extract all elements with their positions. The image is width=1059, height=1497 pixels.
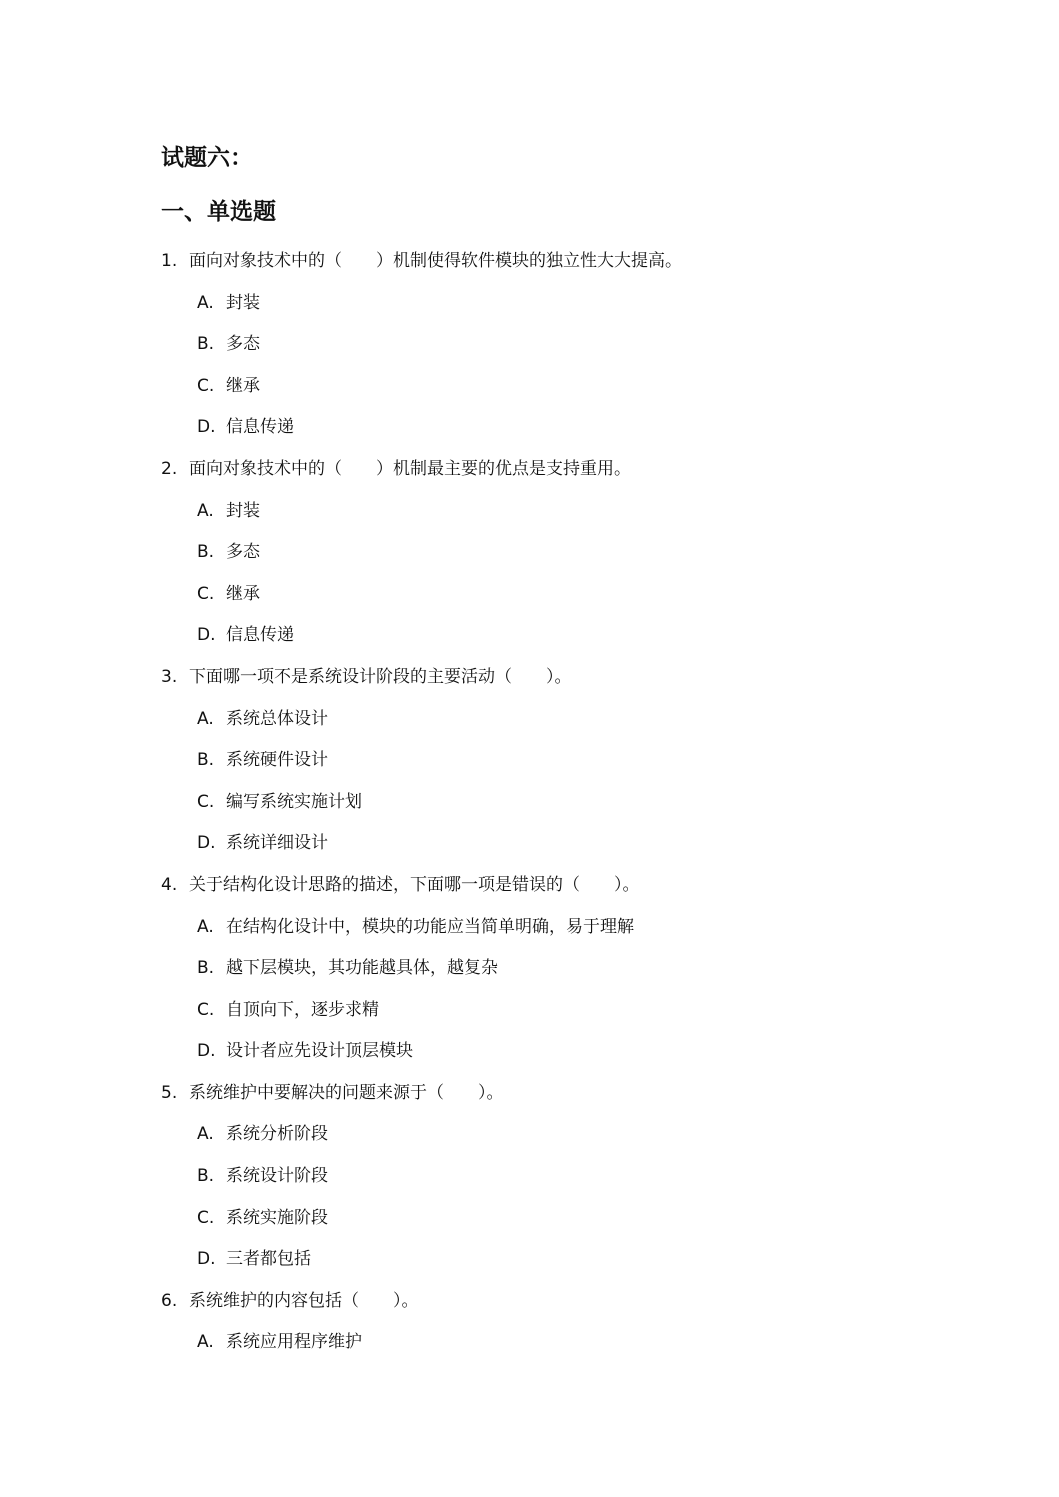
answer-option <box>161 1239 921 1281</box>
answer-option <box>161 823 921 865</box>
question-number: 3. <box>161 666 178 687</box>
option-text: 继承 <box>226 583 260 604</box>
question-item <box>161 241 921 449</box>
answer-option <box>161 907 921 949</box>
option-letter: C. <box>197 375 215 396</box>
answer-option <box>161 699 921 741</box>
answer-option <box>161 532 921 574</box>
answer-option <box>161 740 921 782</box>
question-number: 2. <box>161 458 178 479</box>
question-item <box>161 657 921 865</box>
option-letter: B. <box>197 1166 215 1187</box>
option-text: 系统硬件设计 <box>226 750 328 771</box>
option-letter: D. <box>197 417 216 438</box>
option-letter: B. <box>197 542 215 563</box>
answer-option <box>161 1114 921 1156</box>
question-stem <box>161 241 921 283</box>
document-title: 试题六： <box>161 145 253 171</box>
answer-option <box>161 1156 921 1198</box>
option-text: 封装 <box>226 500 260 521</box>
option-letter: A. <box>197 292 214 313</box>
option-text: 封装 <box>226 292 260 313</box>
question-text: 系统维护中要解决的问题来源于（ ）。 <box>189 1082 504 1103</box>
option-letter: B. <box>197 334 215 355</box>
question-number: 6. <box>161 1290 178 1311</box>
answer-option <box>161 407 921 449</box>
option-text: 系统应用程序维护 <box>226 1332 362 1353</box>
option-text: 编写系统实施计划 <box>226 791 362 812</box>
option-letter: B. <box>197 958 215 979</box>
question-stem <box>161 1281 921 1323</box>
option-text: 在结构化设计中，模块的功能应当简单明确，易于理解 <box>226 916 634 937</box>
question-item <box>161 1281 921 1364</box>
question-number: 5. <box>161 1082 178 1103</box>
option-letter: C. <box>197 791 215 812</box>
answer-option <box>161 574 921 616</box>
question-text: 系统维护的内容包括（ ）。 <box>189 1290 419 1311</box>
option-letter: A. <box>197 500 214 521</box>
option-text: 信息传递 <box>226 625 294 646</box>
question-stem <box>161 657 921 699</box>
option-letter: A. <box>197 708 214 729</box>
option-text: 设计者应先设计顶层模块 <box>226 1041 413 1062</box>
question-item <box>161 865 921 1073</box>
option-text: 越下层模块，其功能越具体，越复杂 <box>226 958 498 979</box>
option-text: 系统总体设计 <box>226 708 328 729</box>
option-text: 多态 <box>226 542 260 563</box>
answer-option <box>161 615 921 657</box>
option-letter: D. <box>197 1041 216 1062</box>
question-text: 关于结构化设计思路的描述，下面哪一项是错误的（ ）。 <box>189 874 640 895</box>
question-stem <box>161 449 921 491</box>
question-number: 4. <box>161 874 178 895</box>
option-letter: D. <box>197 833 216 854</box>
question-stem <box>161 865 921 907</box>
answer-option <box>161 990 921 1032</box>
question-stem <box>161 1073 921 1115</box>
answer-option <box>161 1322 921 1364</box>
answer-option <box>161 366 921 408</box>
option-letter: A. <box>197 1124 214 1145</box>
answer-option <box>161 1031 921 1073</box>
option-text: 系统设计阶段 <box>226 1166 328 1187</box>
question-text: 下面哪一项不是系统设计阶段的主要活动（ ）。 <box>189 666 572 687</box>
option-text: 三者都包括 <box>226 1249 311 1270</box>
question-item <box>161 1073 921 1281</box>
option-text: 继承 <box>226 375 260 396</box>
answer-option <box>161 782 921 824</box>
option-text: 系统实施阶段 <box>226 1207 328 1228</box>
option-letter: C. <box>197 999 215 1020</box>
answer-option <box>161 324 921 366</box>
question-text: 面向对象技术中的（ ）机制使得软件模块的独立性大大提高。 <box>189 251 682 271</box>
option-text: 系统详细设计 <box>226 833 328 854</box>
option-text: 系统分析阶段 <box>226 1124 328 1145</box>
question-item <box>161 449 921 657</box>
question-number: 1. <box>161 251 178 271</box>
option-letter: A. <box>197 1332 214 1353</box>
option-letter: C. <box>197 1207 215 1228</box>
option-letter: A. <box>197 916 214 937</box>
option-letter: D. <box>197 1249 216 1270</box>
question-text: 面向对象技术中的（ ）机制最主要的优点是支持重用。 <box>189 458 631 479</box>
answer-option <box>161 491 921 533</box>
option-letter: D. <box>197 625 216 646</box>
answer-option <box>161 948 921 990</box>
option-text: 自顶向下，逐步求精 <box>226 999 379 1020</box>
answer-option <box>161 283 921 325</box>
option-letter: B. <box>197 750 215 771</box>
question-list <box>161 241 921 1364</box>
answer-option <box>161 1198 921 1240</box>
option-text: 信息传递 <box>226 417 294 438</box>
option-text: 多态 <box>226 334 260 355</box>
section-title: 一、单选题 <box>161 199 276 225</box>
option-letter: C. <box>197 583 215 604</box>
